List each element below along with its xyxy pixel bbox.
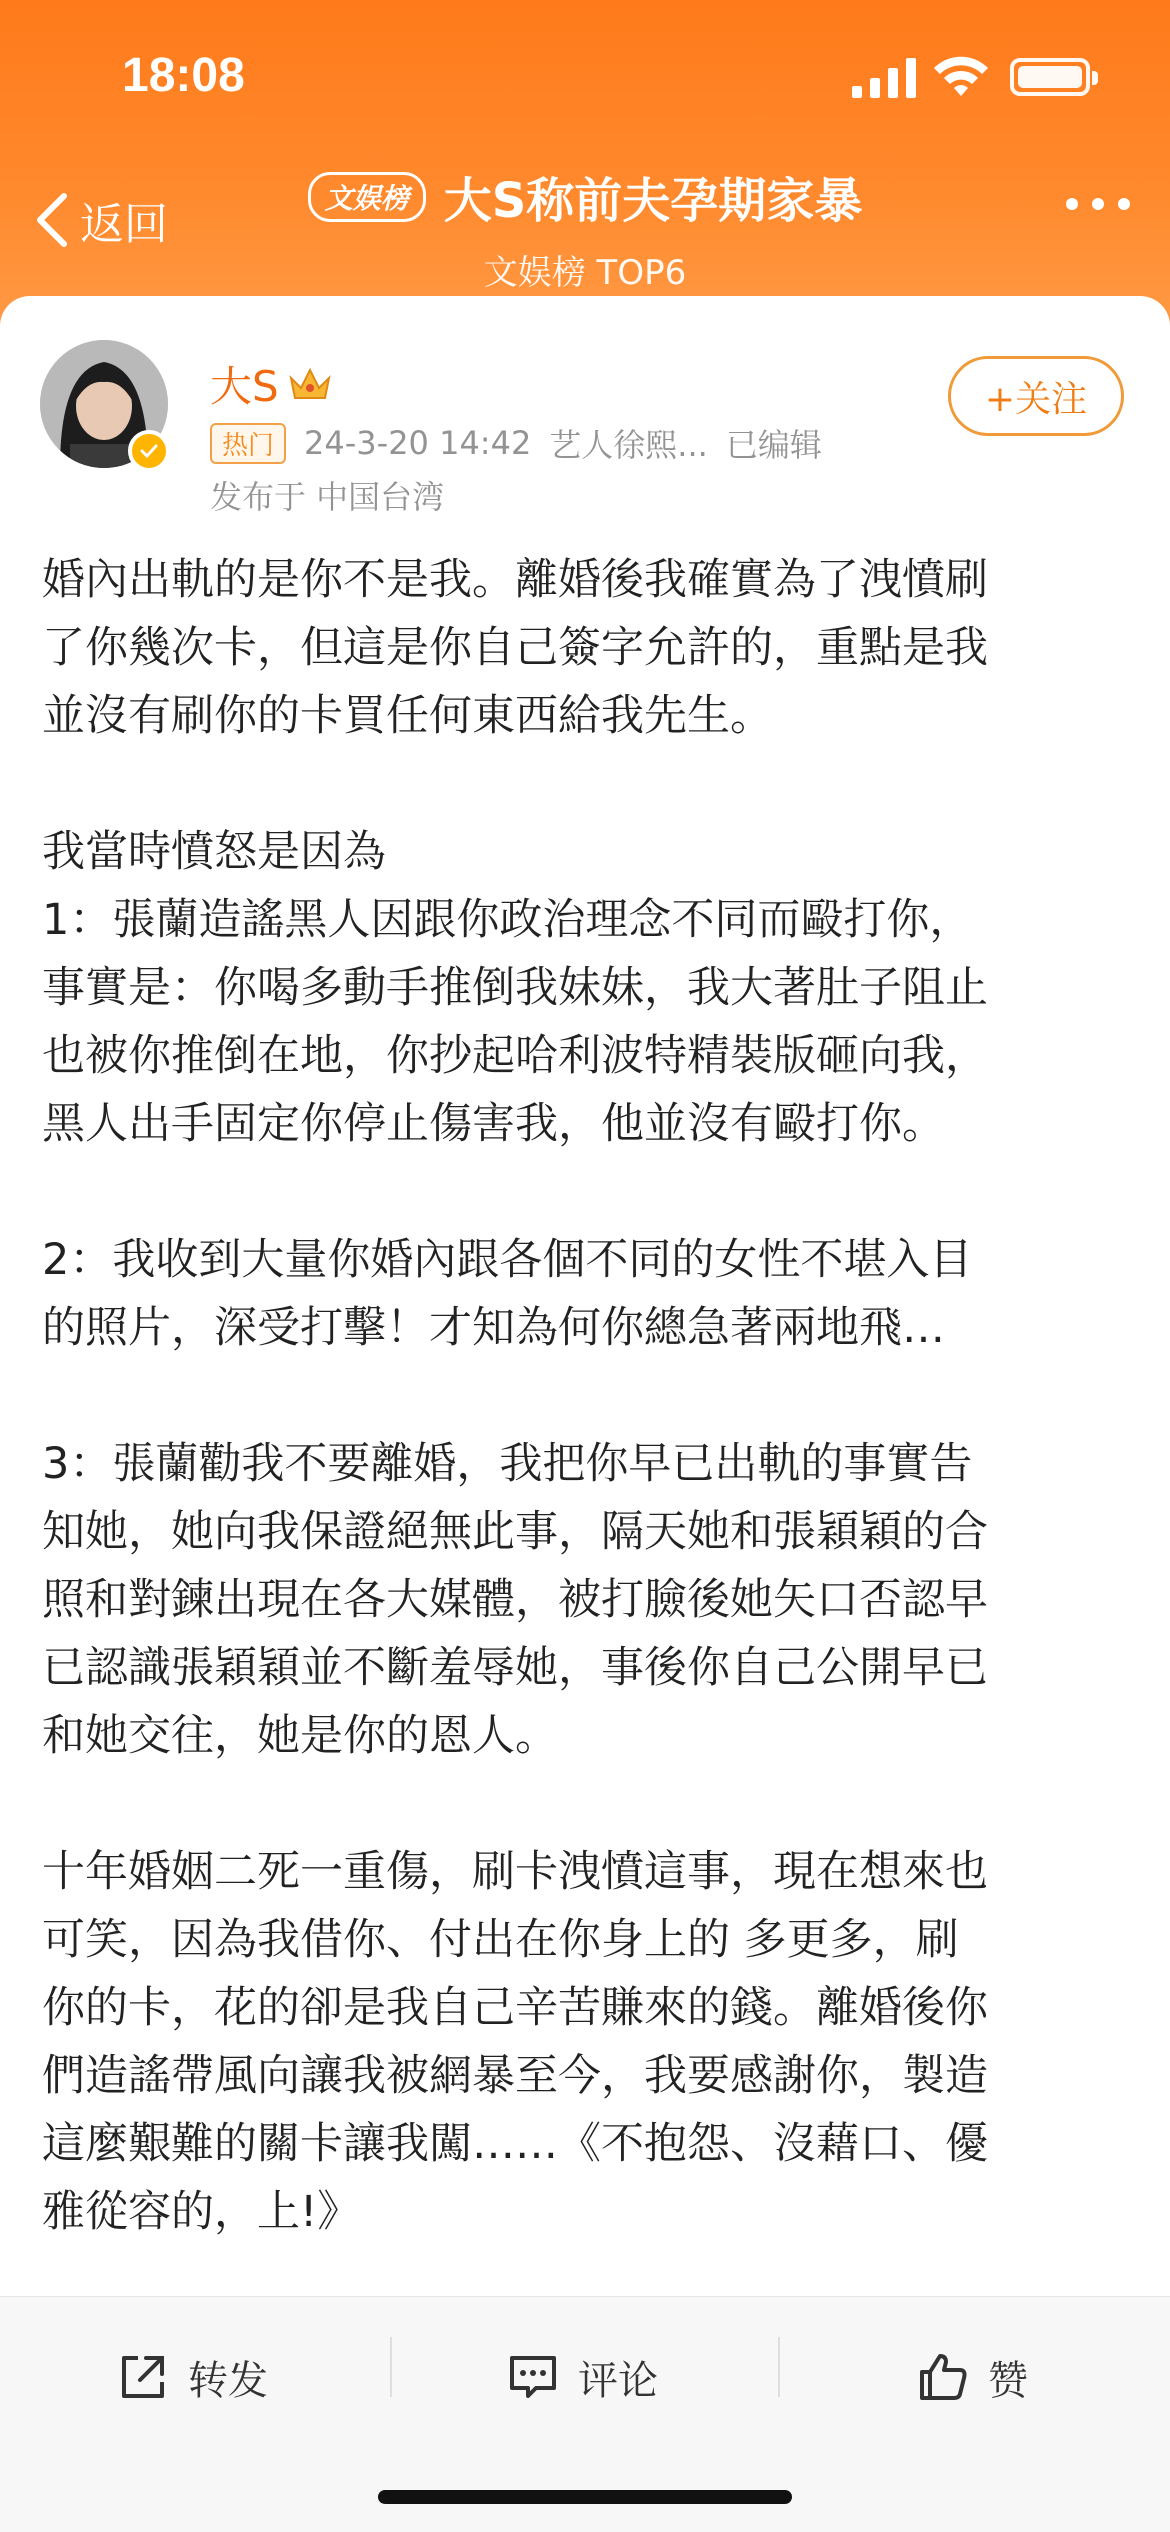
dot-icon (1118, 198, 1130, 210)
dot-icon (1066, 198, 1078, 210)
comment-button[interactable] (506, 2327, 658, 2427)
paragraph (42, 1430, 1132, 1770)
text-line: 我當時憤怒是因為 (42, 827, 386, 877)
signal-icon (852, 58, 916, 98)
text-line: 可笑，因為我借你、付出在你身上的 多更多，刷 (42, 1915, 959, 1965)
ranking-tag: 文娱榜 (308, 172, 426, 222)
dot-icon (1092, 198, 1104, 210)
author-name: 大S (210, 362, 279, 411)
text-line: 們造謠帶風向讓我被網暴至今，我要感謝你，製造 (42, 2051, 988, 2101)
page-subtitle[interactable]: 文娱榜 TOP6 (483, 253, 687, 293)
text-line: 已認識張穎穎並不斷羞辱她，事後你自己公開早已 (42, 1643, 988, 1693)
like-button[interactable] (916, 2327, 1028, 2427)
paragraph (42, 1838, 1132, 2246)
text-line: 3：張蘭勸我不要離婚，我把你早已出軌的事實告 (42, 1439, 973, 1489)
page-title: 大S称前夫孕期家暴 (443, 173, 863, 229)
text-line: 知她，她向我保證絕無此事，隔天她和張穎穎的合 (42, 1507, 988, 1557)
header (0, 0, 1170, 330)
text-line: 也被你推倒在地，你抄起哈利波特精裝版砸向我， (42, 1031, 988, 1081)
thumbs-up-icon (916, 2350, 970, 2404)
text-line: 的照片，深受打擊！才知為何你總急著兩地飛… (42, 1303, 945, 1353)
home-indicator[interactable] (378, 2490, 792, 2504)
wifi-icon (934, 54, 988, 98)
post-location: 发布于 中国台湾 (210, 478, 445, 516)
paragraph (42, 818, 1132, 1158)
post-timestamp: 24-3-20 14:42 (304, 424, 532, 462)
hot-badge: 热门 (210, 423, 286, 464)
back-label: 返回 (80, 199, 168, 250)
share-icon (116, 2350, 170, 2404)
verified-badge-icon (128, 430, 170, 472)
more-button[interactable] (1066, 198, 1130, 210)
text-line: 1：張蘭造謠黑人因跟你政治理念不同而毆打你， (42, 895, 973, 945)
comment-label: 评论 (578, 2357, 658, 2404)
post-source[interactable]: 艺人徐熙... (549, 426, 708, 464)
post-body (42, 546, 1132, 2314)
battery-icon (1010, 58, 1090, 96)
text-line: 事實是：你喝多動手推倒我妹妹，我大著肚子阻止 (42, 963, 988, 1013)
comment-icon (506, 2350, 560, 2404)
text-line: 這麼艱難的關卡讓我闖……《不抱怨、沒藉口、優 (42, 2119, 988, 2169)
text-line: 照和對鍊出現在各大媒體，被打臉後她矢口否認早 (42, 1575, 988, 1625)
follow-button[interactable]: +关注 (948, 356, 1124, 436)
paragraph (42, 546, 1132, 750)
like-label: 赞 (988, 2357, 1028, 2404)
paragraph (42, 1226, 1132, 1362)
text-line: 和她交往，她是你的恩人。 (42, 1711, 558, 1761)
status-time: 18:08 (122, 49, 245, 102)
divider (390, 2337, 392, 2397)
text-line: 黑人出手固定你停止傷害我，他並沒有毆打你。 (42, 1099, 945, 1149)
edited-label[interactable]: 已编辑 (725, 426, 822, 464)
repost-button[interactable] (116, 2327, 268, 2427)
status-bar (0, 0, 1170, 150)
text-line: 雅從容的，上!》 (42, 2187, 361, 2237)
nav-title-block (0, 162, 1170, 294)
text-line: 婚內出軌的是你不是我。離婚後我確實為了洩憤刷 (42, 555, 988, 605)
post-card (0, 296, 1170, 2296)
crown-icon (287, 364, 333, 404)
text-line: 並沒有刷你的卡買任何東西給我先生。 (42, 691, 773, 741)
author-name-row[interactable] (210, 354, 333, 414)
post-meta (210, 420, 822, 466)
text-line: 2：我收到大量你婚內跟各個不同的女性不堪入目 (42, 1235, 973, 1285)
text-line: 了你幾次卡，但這是你自己簽字允許的，重點是我 (42, 623, 988, 673)
text-line: 十年婚姻二死一重傷，刷卡洩憤這事，現在想來也 (42, 1847, 988, 1897)
text-line: 你的卡，花的卻是我自己辛苦賺來的錢。離婚後你 (42, 1983, 988, 2033)
repost-label: 转发 (188, 2357, 268, 2404)
divider (778, 2337, 780, 2397)
